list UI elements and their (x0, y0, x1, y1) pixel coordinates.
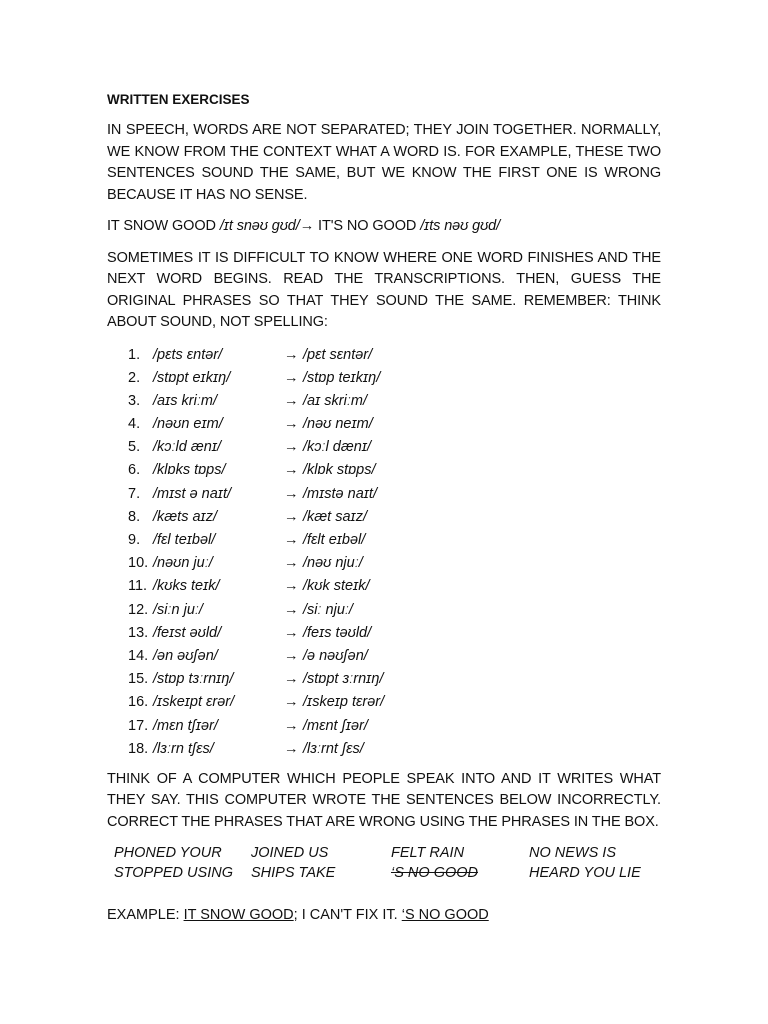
item-number: 8. (128, 508, 141, 525)
transcription-item (107, 738, 661, 761)
item-arrow: → (284, 485, 299, 502)
transcription-item (107, 344, 661, 367)
item-arrow: → (284, 555, 299, 572)
transcription-item (107, 668, 661, 691)
item-source-ipa: /siːn juː/ (153, 601, 203, 618)
item-number: 9. (128, 532, 141, 548)
phrase-box (107, 843, 661, 885)
transcription-item (107, 645, 661, 668)
transcription-item (107, 622, 661, 645)
page-title: WRITTEN EXERCISES (107, 92, 250, 107)
item-source-ipa: /ɪskeɪpt ɛrər/ (153, 694, 235, 711)
transcription-item (107, 413, 661, 436)
example-right: IT'S NO GOOD (318, 218, 417, 234)
item-target-ipa: /stɒp teɪkɪŋ/ (303, 369, 381, 386)
item-number: 7. (128, 485, 141, 502)
box-phrase: SHIPS TAKE (251, 865, 336, 882)
item-source-ipa: /nəʊn eɪm/ (153, 416, 223, 433)
final-example-right: ‘S NO GOOD (401, 907, 489, 924)
box-phrase-struck: ‘S NO GOOD (391, 865, 479, 882)
item-number: 6. (128, 462, 141, 479)
item-target-ipa: /mɪstə naɪt/ (303, 485, 377, 502)
item-source-ipa: /ən əʊʃən/ (153, 647, 218, 664)
item-source-ipa: /mɪst ə naɪt/ (153, 485, 232, 502)
intro-paragraph: IN SPEECH, WORDS ARE NOT SEPARATED; THEY JOIN TOGETHER. NORMALLY, WE KNOW FROM THE CONTEXT WHAT A WORD IS. FOR EXAMPLE, THESE TWO SENTENCES SOUND THE SAME, BUT WE KNOW THE FIRST ONE IS WRONG BECAUSE IT HAS NO SENSE. (107, 122, 661, 203)
item-source-ipa: /kʊks teɪk/ (153, 578, 220, 595)
item-target-ipa: /kɔːl dænɪ/ (303, 439, 372, 456)
item-source-ipa: /fɛl teɪbəl/ (153, 532, 216, 548)
item-arrow: → (284, 369, 299, 386)
item-source-ipa: /stɒpt eɪkɪŋ/ (153, 369, 231, 386)
item-target-ipa: /ɪskeɪp tɛrər/ (303, 694, 385, 711)
item-target-ipa: /ə nəʊʃən/ (303, 647, 368, 664)
item-target-ipa: /stɒpt ɜːrnɪŋ/ (303, 671, 384, 688)
transcription-item (107, 599, 661, 622)
item-target-ipa: /klɒk stɒps/ (303, 462, 376, 479)
transcription-list (107, 344, 661, 761)
item-arrow: → (284, 624, 299, 641)
item-target-ipa: /nəʊ neɪm/ (303, 416, 373, 433)
item-source-ipa: /kæts aɪz/ (153, 508, 217, 525)
item-arrow: → (284, 532, 299, 548)
transcription-item (107, 715, 661, 738)
worksheet (107, 90, 661, 926)
final-example-middle: ; I CAN'T FIX IT. (293, 907, 402, 924)
transcription-item (107, 436, 661, 459)
item-target-ipa: /aɪ skriːm/ (303, 392, 367, 409)
example-arrow: → (299, 218, 315, 234)
item-source-ipa: /pɛts ɛntər/ (153, 346, 223, 363)
item-arrow: → (284, 740, 299, 757)
item-arrow: → (284, 346, 299, 363)
item-arrow: → (284, 462, 299, 479)
item-target-ipa: /kæt saɪz/ (303, 508, 367, 525)
item-source-ipa: /mɛn tʃɪər/ (153, 717, 218, 734)
final-example-wrong: IT SNOW GOOD (183, 907, 294, 924)
item-source-ipa: /kɔːld ænɪ/ (153, 439, 222, 456)
transcription-item (107, 575, 661, 598)
item-arrow: → (284, 508, 299, 525)
instructions-paragraph: SOMETIMES IT IS DIFFICULT TO KNOW WHERE ONE WORD FINISHES AND THE NEXT WORD BEGINS. READ THE TRANSCRIPTIONS. THEN, GUESS THE ORIGINAL PHRASES SO THAT THEY SOUND THE SAME. REMEMBER: THINK ABOUT SOUND, NOT SPELLING: (107, 249, 661, 330)
item-number: 17. (128, 717, 149, 734)
item-arrow: → (284, 578, 299, 595)
item-target-ipa: /nəʊ njuː/ (303, 555, 363, 572)
transcription-item (107, 529, 661, 552)
transcription-item (107, 506, 661, 529)
box-phrase: NO NEWS IS (529, 845, 617, 862)
item-arrow: → (284, 416, 299, 433)
item-number: 16. (128, 694, 149, 711)
item-number: 2. (128, 369, 141, 386)
item-source-ipa: /nəʊn juː/ (153, 555, 213, 572)
box-phrase: STOPPED USING (114, 865, 233, 882)
box-phrase: PHONED YOUR (114, 845, 222, 862)
item-target-ipa: /fɛlt eɪbəl/ (303, 532, 366, 548)
item-arrow: → (284, 647, 299, 664)
final-example (107, 905, 661, 926)
item-target-ipa: /pɛt sɛntər/ (303, 346, 373, 363)
item-target-ipa: /mɛnt ʃɪər/ (303, 717, 368, 734)
item-source-ipa: /klɒks tɒps/ (153, 462, 226, 479)
item-arrow: → (284, 439, 299, 456)
item-arrow: → (284, 694, 299, 711)
item-target-ipa: /siː njuː/ (303, 601, 353, 618)
transcription-item (107, 691, 661, 714)
item-number: 13. (128, 624, 149, 641)
transcription-item (107, 367, 661, 390)
item-number: 11. (128, 578, 148, 595)
item-number: 12. (128, 601, 149, 618)
item-target-ipa: /feɪs təʊld/ (303, 624, 372, 641)
item-number: 3. (128, 392, 141, 409)
item-source-ipa: /stɒp tɜːrnɪŋ/ (153, 671, 234, 688)
computer-paragraph: THINK OF A COMPUTER WHICH PEOPLE SPEAK INTO AND IT WRITES WHAT THEY SAY. THIS COMPUTER WROTE THE SENTENCES BELOW INCORRECTLY. CORRECT THE PHRASES THAT ARE WRONG USING THE PHRASES IN THE BOX. (107, 770, 661, 830)
item-arrow: → (284, 392, 299, 409)
item-number: 5. (128, 439, 141, 456)
item-number: 1. (128, 346, 141, 363)
item-target-ipa: /kʊk steɪk/ (303, 578, 370, 595)
item-number: 15. (128, 671, 149, 688)
example-wrong-ipa: /ɪt snəʊ gʊd/ (219, 218, 300, 234)
transcription-item (107, 459, 661, 482)
item-arrow: → (284, 671, 299, 688)
example-line (107, 216, 661, 238)
box-phrase: FELT RAIN (391, 845, 465, 862)
item-arrow: → (284, 601, 299, 618)
transcription-item (107, 552, 661, 575)
item-number: 4. (128, 416, 141, 433)
item-number: 18. (128, 740, 149, 757)
item-number: 14. (128, 647, 149, 664)
item-target-ipa: /lɜːrnt ʃɛs/ (303, 740, 364, 757)
item-source-ipa: /aɪs kriːm/ (153, 392, 217, 409)
example-wrong: IT SNOW GOOD (107, 218, 216, 234)
box-phrase: HEARD YOU LIE (529, 865, 641, 882)
item-arrow: → (284, 717, 299, 734)
box-phrase: JOINED US (251, 845, 329, 862)
transcription-item (107, 483, 661, 506)
transcription-item (107, 390, 661, 413)
example-right-ipa: /ɪts nəʊ gʊd/ (420, 218, 501, 234)
item-number: 10. (128, 555, 149, 572)
final-example-label: EXAMPLE: (107, 907, 184, 924)
item-source-ipa: /feɪst əʊld/ (153, 624, 222, 641)
item-source-ipa: /lɜːrn tʃɛs/ (153, 740, 214, 757)
